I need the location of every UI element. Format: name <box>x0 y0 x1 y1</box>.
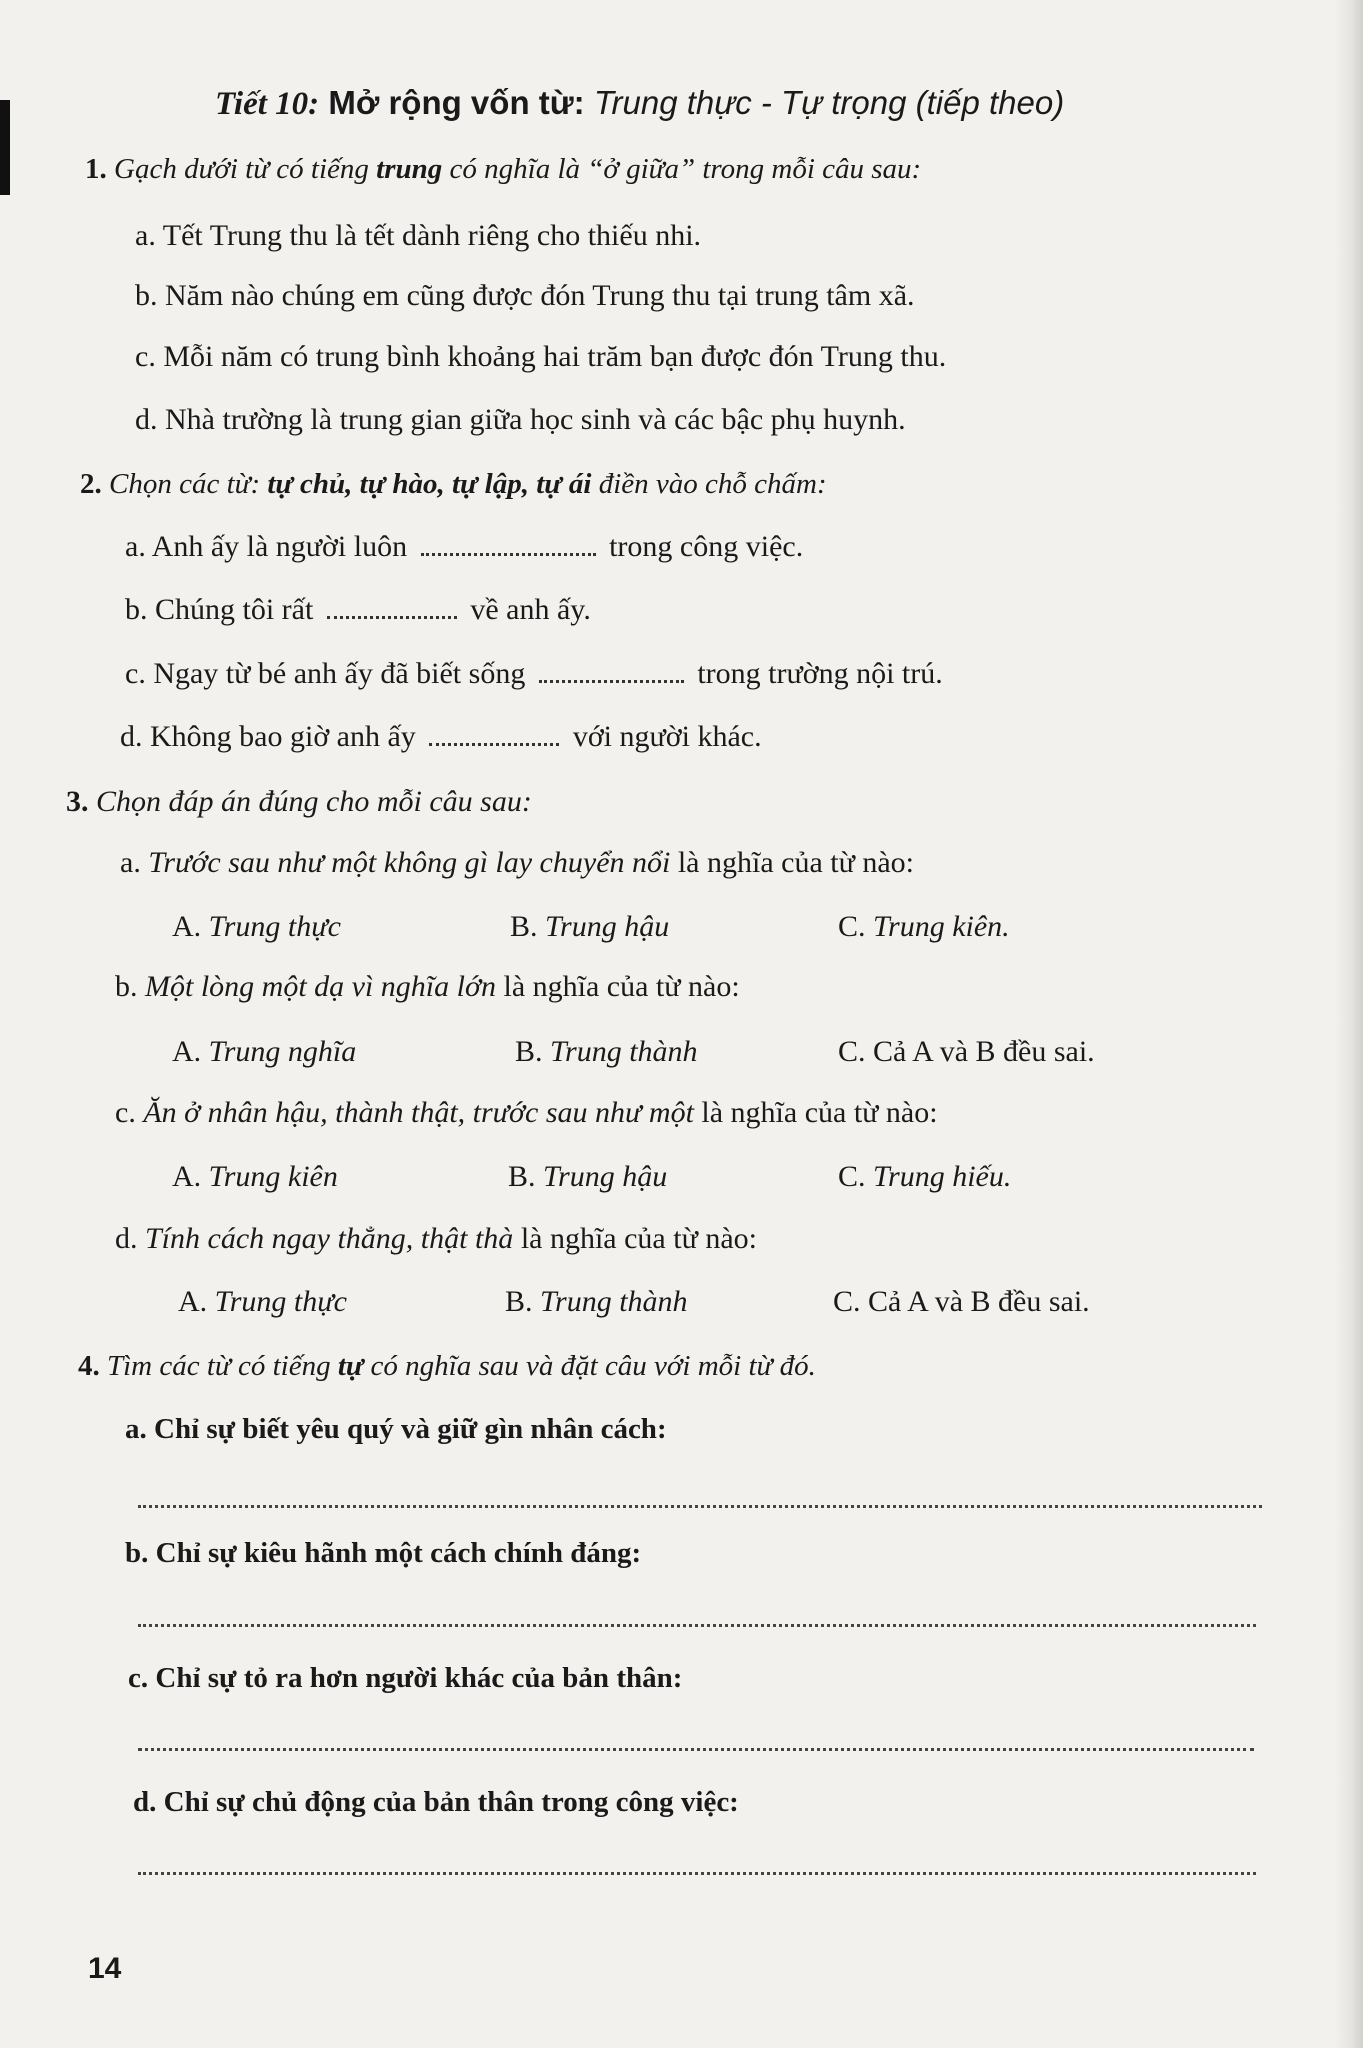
q3a-option-a[interactable] <box>172 910 341 944</box>
option-key: A. <box>172 1035 202 1068</box>
option-text: Trung nghĩa <box>208 1035 357 1068</box>
q3a-option-c[interactable] <box>838 910 1010 944</box>
q1-item-a[interactable]: a. Tết Trung thu là tết dành riêng cho thiếu nhi. <box>135 219 702 252</box>
page-title <box>215 84 1064 123</box>
q3-item-a <box>120 846 914 880</box>
q4-item-d: d. Chỉ sự chủ động của bản thân trong công việc: <box>133 1786 739 1818</box>
q3-label: d. <box>115 1222 138 1255</box>
option-key: B. <box>505 1285 533 1318</box>
q2-item-text: về anh ấy. <box>470 593 591 626</box>
q3d-option-c[interactable] <box>833 1285 1090 1319</box>
lesson-number: Tiết 10: <box>215 86 320 122</box>
q2-item-text: d. Không bao giờ anh ấy <box>120 720 416 753</box>
q4-item-a: a. Chỉ sự biết yêu quý và giữ gìn nhân cách: <box>125 1413 667 1445</box>
prompt-text: có nghĩa là “ở giữa” trong mỗi câu sau: <box>449 153 922 185</box>
question-number: 1. <box>85 153 107 185</box>
question-3-prompt <box>66 785 532 819</box>
prompt-text: Chọn đáp án đúng cho mỗi câu sau: <box>96 785 532 818</box>
question-2-prompt <box>80 468 827 501</box>
q4-answer-line-d[interactable] <box>138 1872 1256 1875</box>
option-text: Cả A và B đều sai. <box>873 1035 1095 1068</box>
prompt-text: điền vào chỗ chấm: <box>598 468 827 500</box>
lesson-subject: Mở rộng vốn từ: <box>328 84 585 121</box>
q3b-option-a[interactable] <box>172 1035 356 1069</box>
q4-answer-line-b[interactable] <box>138 1624 1256 1627</box>
q2-item-text: a. Anh ấy là người luôn <box>125 530 408 563</box>
q3c-option-a[interactable] <box>172 1160 338 1194</box>
q3-definition: Trước sau như một không gì lay chuyển nổi <box>148 846 671 879</box>
q3-definition: Tính cách ngay thẳng, thật thà <box>145 1222 514 1255</box>
q3-item-d <box>115 1222 757 1256</box>
q2-item-text: trong trường nội trú. <box>697 657 943 690</box>
option-key: B. <box>510 910 538 943</box>
option-key: A. <box>172 910 202 943</box>
q3-suffix: là nghĩa của từ nào: <box>503 970 740 1003</box>
q3-label: b. <box>115 970 138 1003</box>
q4-answer-line-a[interactable] <box>138 1505 1262 1508</box>
option-key: A. <box>172 1160 202 1193</box>
q3d-option-a[interactable] <box>178 1285 347 1319</box>
option-text: Trung hậu <box>543 1160 668 1193</box>
q3b-option-c[interactable] <box>838 1035 1095 1069</box>
option-key: C. <box>838 1160 866 1193</box>
option-text: Trung kiên. <box>873 910 1010 943</box>
option-key: A. <box>178 1285 208 1318</box>
q2-item-a <box>125 530 803 564</box>
q3-definition: Một lòng một dạ vì nghĩa lớn <box>145 970 496 1003</box>
question-4-prompt <box>78 1350 816 1383</box>
option-text: Trung thực <box>208 910 341 943</box>
q2-item-c <box>125 657 943 691</box>
q3b-option-b[interactable] <box>515 1035 698 1069</box>
q2-item-d <box>120 720 762 754</box>
q1-item-c[interactable]: c. Mỗi năm có trung bình khoảng hai trăm bạn được đón Trung thu. <box>135 340 947 373</box>
option-text: Trung thành <box>540 1285 688 1318</box>
q2-item-text: với người khác. <box>572 720 762 753</box>
option-text: Trung thành <box>550 1035 698 1068</box>
prompt-keyword: tự <box>337 1350 364 1382</box>
q2-item-text: c. Ngay từ bé anh ấy đã biết sống <box>125 657 526 690</box>
option-key: B. <box>508 1160 536 1193</box>
question-number: 4. <box>78 1350 100 1382</box>
option-text: Trung kiên <box>208 1160 338 1193</box>
q4-item-b: b. Chỉ sự kiêu hãnh một cách chính đáng: <box>125 1537 642 1569</box>
question-1-prompt <box>85 153 921 186</box>
page-number: 14 <box>88 1952 122 1985</box>
option-key: B. <box>515 1035 543 1068</box>
q3d-option-b[interactable] <box>505 1285 688 1319</box>
q2-item-text: trong công việc. <box>609 530 804 563</box>
q2-blank-d[interactable] <box>429 743 559 746</box>
question-number: 3. <box>66 785 89 818</box>
q3c-option-b[interactable] <box>508 1160 667 1194</box>
q3-label: c. <box>115 1096 136 1129</box>
question-number: 2. <box>80 468 102 500</box>
q2-item-b <box>125 593 591 627</box>
q3-suffix: là nghĩa của từ nào: <box>701 1096 938 1129</box>
prompt-keywords: tự chủ, tự hào, tự lập, tự ái <box>267 468 592 500</box>
option-text: Trung hậu <box>545 910 670 943</box>
q1-item-b[interactable]: b. Năm nào chúng em cũng được đón Trung thu tại trung tâm xã. <box>135 279 915 312</box>
q2-blank-c[interactable] <box>539 680 684 683</box>
page-binding-edge <box>0 100 10 195</box>
option-key: C. <box>838 1035 866 1068</box>
q2-blank-a[interactable] <box>421 553 596 556</box>
q4-answer-line-c[interactable] <box>138 1748 1254 1751</box>
option-key: C. <box>833 1285 861 1318</box>
q2-blank-b[interactable] <box>327 616 457 619</box>
prompt-keyword: trung <box>376 153 443 185</box>
prompt-text: Chọn các từ: <box>109 468 261 500</box>
q3-definition: Ăn ở nhân hậu, thành thật, trước sau như một <box>143 1096 694 1129</box>
q1-item-d[interactable]: d. Nhà trường là trung gian giữa học sinh và các bậc phụ huynh. <box>135 403 906 436</box>
q3-item-b <box>115 970 740 1004</box>
page-shadow-edge <box>1335 0 1363 2048</box>
option-key: C. <box>838 910 866 943</box>
option-text: Trung thực <box>214 1285 347 1318</box>
q2-item-text: b. Chúng tôi rất <box>125 593 314 626</box>
option-text: Trung hiếu. <box>873 1160 1012 1193</box>
q3-suffix: là nghĩa của từ nào: <box>520 1222 757 1255</box>
q3c-option-c[interactable] <box>838 1160 1011 1194</box>
prompt-text: có nghĩa sau và đặt câu với mỗi từ đó. <box>370 1350 816 1382</box>
option-text: Cả A và B đều sai. <box>868 1285 1090 1318</box>
q4-item-c: c. Chỉ sự tỏ ra hơn người khác của bản thân: <box>128 1662 683 1694</box>
q3-label: a. <box>120 846 141 879</box>
prompt-text: Gạch dưới từ có tiếng <box>114 153 369 185</box>
lesson-topic: Trung thực - Tự trọng (tiếp theo) <box>593 84 1065 121</box>
q3-item-c <box>115 1096 938 1130</box>
q3a-option-b[interactable] <box>510 910 669 944</box>
prompt-text: Tìm các từ có tiếng <box>107 1350 331 1382</box>
q3-suffix: là nghĩa của từ nào: <box>677 846 915 879</box>
